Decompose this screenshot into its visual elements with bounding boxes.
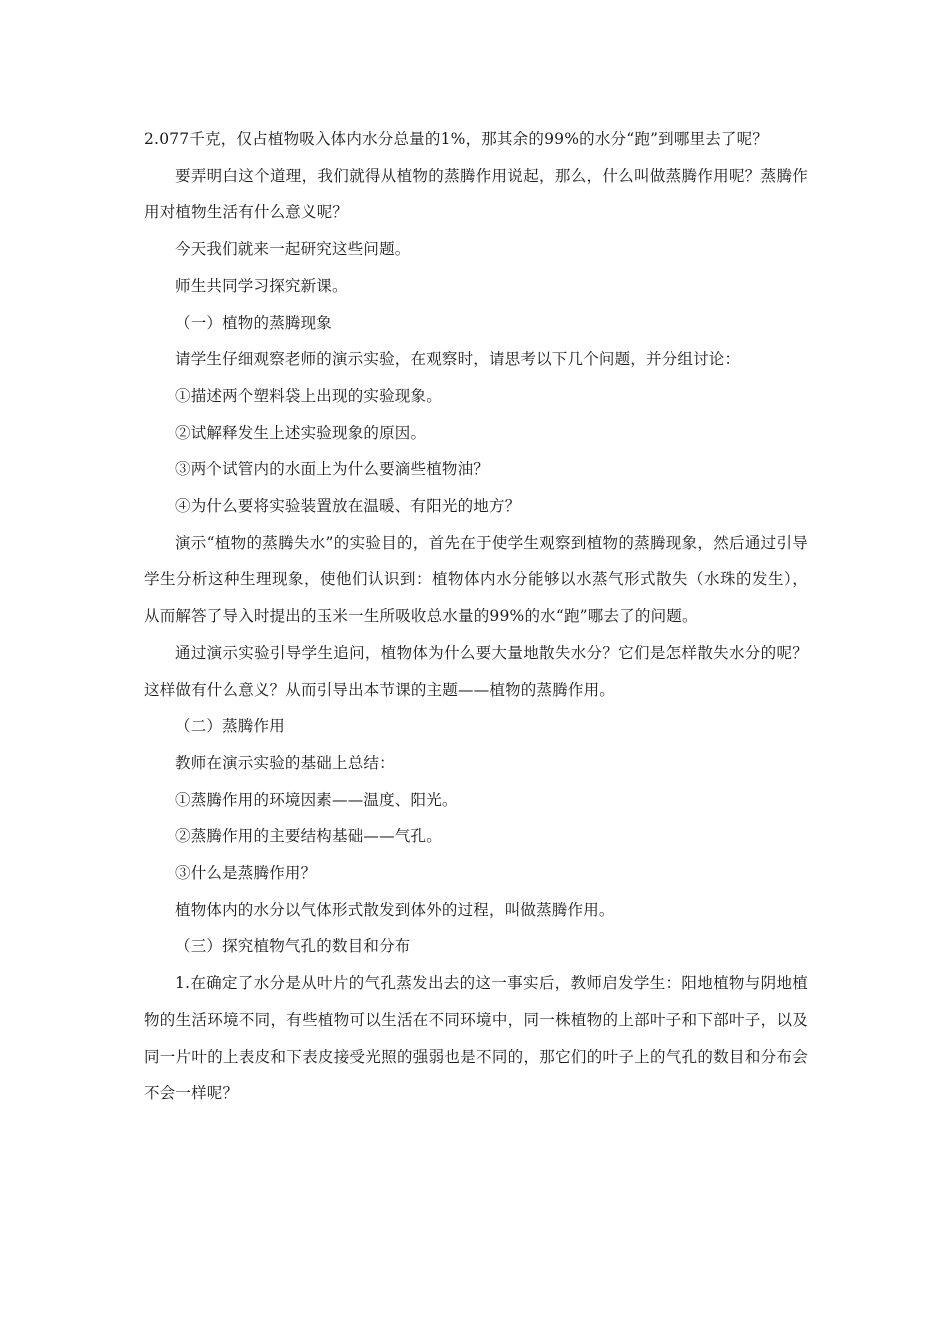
paragraph-definition: 植物体内的水分以气体形式散发到体外的过程，叫做蒸腾作用。 bbox=[175, 900, 615, 919]
list-item-question-1: ①描述两个塑料袋上出现的实验现象。 bbox=[175, 386, 442, 405]
list-item-summary-3: ③什么是蒸腾作用？ bbox=[175, 864, 317, 883]
paragraph-observe-instructions: 请学生仔细观察老师的演示实验，在观察时，请思考以下几个问题，并分组讨论： bbox=[175, 350, 741, 369]
paragraph-today: 今天我们就来一起研究这些问题。 bbox=[175, 240, 411, 259]
section-heading-2: （二）蒸腾作用 bbox=[175, 717, 285, 736]
list-item-question-3: ③两个试管内的水面上为什么要滴些植物油？ bbox=[175, 460, 490, 479]
list-item-question-4: ④为什么要将实验装置放在温暖、有阳光的地方？ bbox=[175, 497, 521, 516]
paragraph-demo-purpose: 演示“植物的蒸腾失水”的实验目的，首先在于使学生观察到植物的蒸腾现象，然后通过引导学生分析这种生理现象，使他们认识到：植物体内水分能够以水蒸气形式散失（水珠的发生），从而解答了导入时提出的玉米一生所吸收总水量的99%的水“跑”哪去了的问题。 bbox=[144, 533, 808, 626]
list-item-summary-1: ①蒸腾作用的环境因素——温度、阳光。 bbox=[175, 790, 458, 809]
list-item-question-2: ②试解释发生上述实验现象的原因。 bbox=[175, 423, 427, 442]
paragraph-summary-intro: 教师在演示实验的基础上总结： bbox=[175, 753, 395, 772]
paragraph-intro-question: 2.077千克，仅占植物吸入体内水分总量的1%，那其余的99%的水分“跑”到哪里去了呢？ bbox=[144, 130, 769, 148]
paragraph-transpiration-question: 要弄明白这个道理，我们就得从植物的蒸腾作用说起，那么，什么叫做蒸腾作用呢？蒸腾作用对植物生活有什么意义呢？ bbox=[144, 166, 808, 222]
section-heading-3: （三）探究植物气孔的数目和分布 bbox=[175, 937, 411, 956]
list-item-summary-2: ②蒸腾作用的主要结构基础——气孔。 bbox=[175, 827, 442, 846]
document-body bbox=[144, 121, 808, 1112]
paragraph-stomata-inquiry: 1.在确定了水分是从叶片的气孔蒸发出去的这一事实后，教师启发学生：阳地植物与阴地植物的生活环境不同，有些植物可以生活在不同环境中，同一株植物的上部叶子和下部叶子，以及同一片叶的上表皮和下表皮接受光照的强弱也是不同的，那它们的叶子上的气孔的数目和分布会不会一样呢？ bbox=[144, 974, 808, 1103]
paragraph-follow-up: 通过演示实验引导学生追问，植物体为什么要大量地散失水分？它们是怎样散失水分的呢？这样做有什么意义？从而引导出本节课的主题——植物的蒸腾作用。 bbox=[144, 643, 808, 699]
paragraph-new-lesson: 师生共同学习探究新课。 bbox=[175, 276, 348, 295]
section-heading-1: （一）植物的蒸腾现象 bbox=[175, 313, 333, 332]
